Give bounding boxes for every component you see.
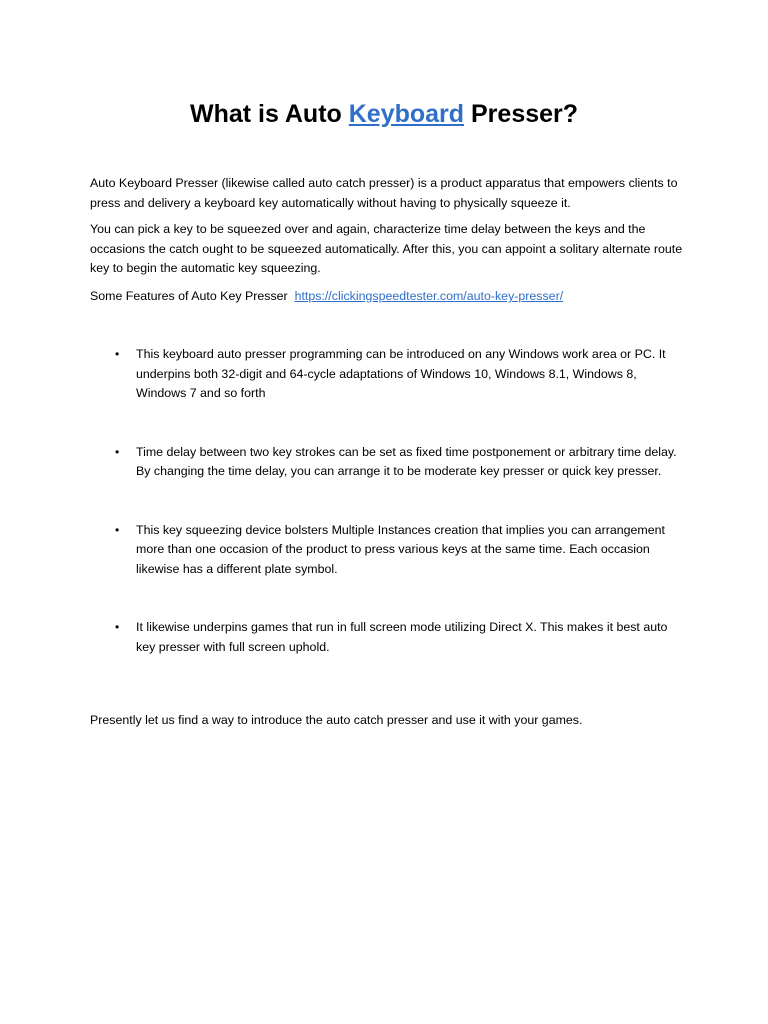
- title-suffix: Presser?: [464, 100, 579, 128]
- bullet-icon: •: [115, 347, 120, 361]
- features-label: Some Features of Auto Key Presser: [90, 289, 288, 303]
- intro-paragraph: Auto Keyboard Presser (likewise called auto catch presser) is a product apparatus that empowers clients to press and delivery a keyboard key automatically without having to physically squeeze it.: [90, 176, 678, 210]
- features-link[interactable]: https://clickingspeedtester.com/auto-key-presser/: [294, 289, 564, 303]
- bullet-icon: •: [115, 522, 120, 537]
- closing-paragraph: Presently let us find a way to introduce the auto catch presser and use it with your games.: [90, 713, 583, 727]
- list-item: [90, 618, 690, 657]
- list-item-text: It likewise underpins games that run in full screen mode utilizing Direct X. This makes it best auto key presser with full screen uphold.: [136, 620, 668, 654]
- list-item: [90, 345, 690, 404]
- list-item: [90, 443, 690, 482]
- list-item-text: This key squeezing device bolsters Multiple Instances creation that implies you can arrangement more than one occasion of the product to press various keys at the same time. Each occasion likewise has a different plate symbol.: [136, 522, 665, 576]
- description-paragraph: You can pick a key to be squeezed over and again, characterize time delay between the keys and the occasions the catch ought to be squeezed automatically. After this, you can appoint a solitary alternate route key to begin the automatic key squeezing.: [90, 222, 683, 275]
- page-title: [0, 96, 768, 132]
- list-item-text: Time delay between two key strokes can be set as fixed time postponement or arbitrary time delay. By changing the time delay, you can arrange it to be moderate key presser or quick key presser.: [136, 444, 677, 478]
- title-keyboard-link[interactable]: Keyboard: [348, 100, 465, 128]
- bullet-icon: •: [115, 620, 120, 634]
- bullet-icon: •: [115, 444, 120, 459]
- list-item: [90, 521, 690, 580]
- features-line: [90, 287, 690, 307]
- list-item-text: This keyboard auto presser programming can be introduced on any Windows work area or PC. It underpins both 32-digit and 64-cycle adaptations of Windows 10, Windows 8.1, Windows 8, Windows 7 and so forth: [136, 347, 666, 400]
- features-list: [90, 345, 690, 696]
- title-prefix: What is Auto: [189, 100, 349, 128]
